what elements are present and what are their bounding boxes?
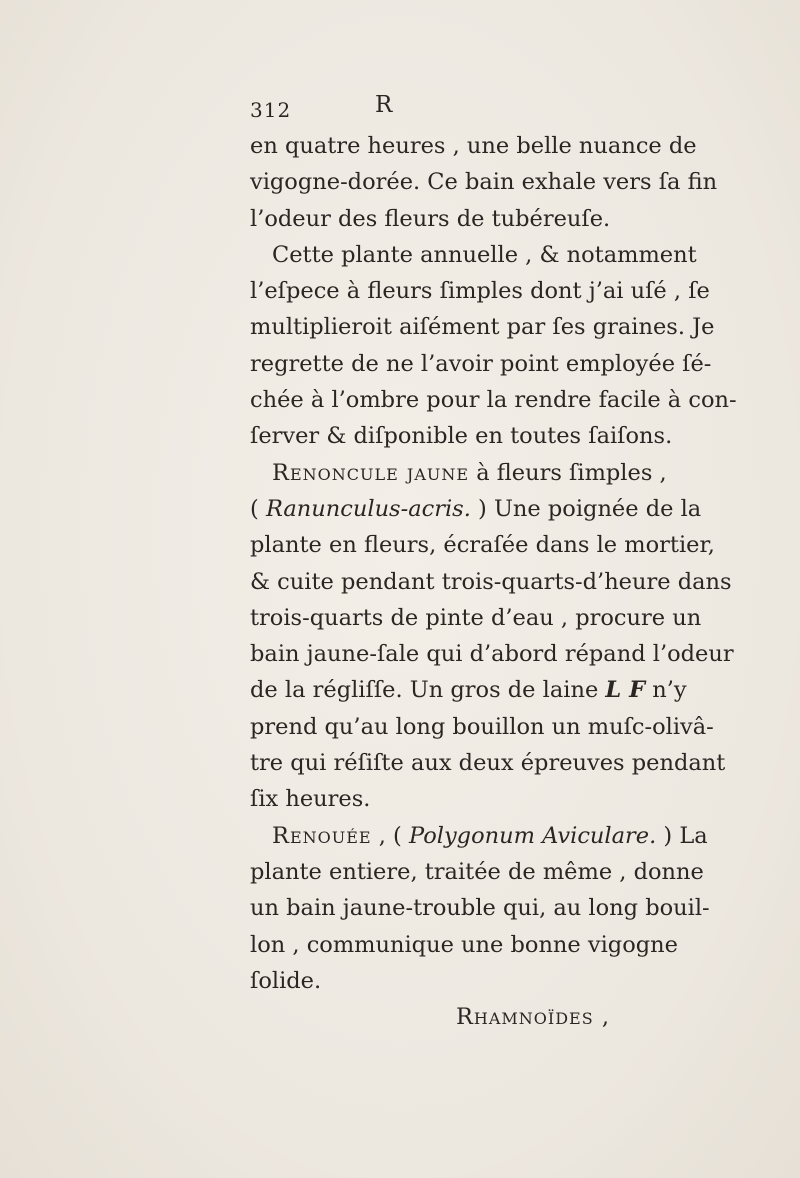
text-span: ) Une poignée de la [470,495,702,522]
text-line: prend qu’au long bouillon un muſc-olivâ- [250,713,714,740]
entry-head-renoncule: Renoncule jaune [272,459,470,486]
text-line: vigogne-dorée. Ce bain exhale vers ſa fin [250,169,718,196]
latin-name-ranunculus: Ranunculus-acris. [265,495,471,522]
body-text [250,128,737,1035]
text-span: de la régliſſe. Un gros de laine [250,677,606,704]
text-line: ſerver & diſponible en toutes ſaiſons. [250,423,673,450]
text-line: plante entiere, traitée de même , donne [250,858,704,885]
text-line: bain jaune-ſale qui d’abord répand l’odeur [250,641,734,668]
latin-name-polygonum: Polygonum Aviculare. [408,822,657,849]
entry-line-renoncule [250,455,667,491]
text-line: en quatre heures , une belle nuance de [250,133,697,159]
text-line: plante en fleurs, écraſée dans le mortier, [250,532,715,559]
text-line: ſix heures. [250,786,371,813]
text-line-latin [250,491,702,527]
text-line: multiplieroit aiſément par ſes graines. Je [250,314,715,341]
text-span: à fleurs ſimples , [469,459,667,486]
text-span: , ( [371,822,409,849]
text-line: regrette de ne l’avoir point employée ſé- [250,350,712,377]
text-line-lf [250,672,687,708]
text-line: un bain jaune-trouble qui, au long bouil- [250,895,710,922]
entry-line-renouee [250,818,708,854]
text-line: tre qui réſiſte aux deux épreuves pendant [250,750,726,777]
entry-head-renouee: Renouée [272,822,372,849]
text-line: ſolide. [250,967,322,994]
text-span: ( [250,495,266,522]
text-line: lon , communique une bonne vigogne [250,931,678,958]
text-line: trois-quarts de pinte d’eau , procure un [250,604,702,631]
text-line: l’odeur des fleurs de tubéreuſe. [250,205,611,232]
text-line: chée à l’ombre pour la rendre facile à con- [250,387,737,414]
text-line: & cuite pendant trois-quarts-d’heure dans [250,568,732,595]
wool-mark-lf: L F [605,677,646,704]
catchword: Rhamnoïdes , [455,1004,610,1031]
running-head: R [375,92,393,118]
page-number: 312 [250,98,292,122]
page-header [250,92,650,122]
text-line: Cette plante annuelle , & notamment [272,241,697,268]
text-span: ) La [656,822,708,849]
text-span: n’y [645,677,687,704]
text-line: l’eſpece à fleurs ſimples dont j’ai uſé , ſe [250,278,710,305]
